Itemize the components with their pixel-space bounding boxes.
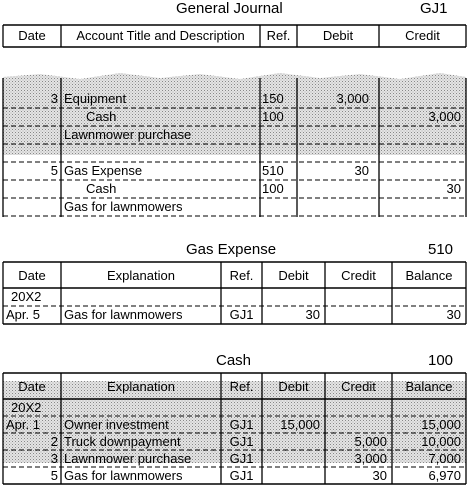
gas-date: 20X2 [11, 289, 42, 304]
cash-debit: 15,000 [280, 417, 320, 432]
cash-col-credit-header: Credit [341, 379, 376, 394]
cash-balance: 6,970 [428, 468, 461, 483]
cash-explanation: Owner investment [64, 417, 169, 432]
gas-explanation: Gas for lawnmowers [64, 307, 183, 322]
journal-ref: 510 [262, 163, 284, 178]
col-credit-header: Credit [405, 28, 440, 43]
journal-debit: 30 [354, 163, 369, 178]
cash-ref: GJ1 [229, 417, 254, 432]
gas-expense-title: Gas Expense [186, 241, 277, 258]
cash-date: 5 [50, 468, 58, 483]
col-date-header: Date [18, 28, 46, 43]
gas-date: Apr. 5 [6, 307, 40, 322]
journal-debit: 3,000 [336, 91, 369, 106]
cash-date: Apr. 1 [6, 417, 40, 432]
gas-col-credit-header: Credit [341, 268, 376, 283]
cash-ref: GJ1 [229, 451, 254, 466]
gas-balance: 30 [446, 307, 461, 322]
cash-col-explanation-header: Explanation [107, 379, 175, 394]
cash-col-date-header: Date [18, 379, 46, 394]
gas-col-balance-header: Balance [405, 268, 453, 283]
gas-ref: GJ1 [229, 307, 254, 322]
cash-balance: 10,000 [421, 434, 461, 449]
cash-col-debit-header: Debit [278, 379, 309, 394]
journal-code: GJ1 [420, 0, 448, 17]
cash-ref: GJ1 [229, 434, 254, 449]
cash-explanation: Truck downpayment [64, 434, 181, 449]
journal-account: Lawnmower purchase [64, 127, 192, 142]
cash-col-ref-header: Ref. [229, 379, 254, 394]
journal-date: 3 [50, 91, 58, 106]
cash-credit: 30 [372, 468, 387, 483]
cash-credit: 5,000 [354, 434, 387, 449]
cash-explanation: Gas for lawnmowers [64, 468, 183, 483]
journal-account: Gas Expense [64, 163, 143, 178]
cash-number: 100 [428, 352, 454, 369]
gas-expense-number: 510 [428, 241, 454, 258]
gas-col-ref-header: Ref. [229, 268, 254, 283]
journal-ref: 100 [262, 109, 284, 124]
cash-title: Cash [216, 352, 252, 369]
journal-credit: 30 [446, 181, 461, 196]
journal-account: Gas for lawnmowers [64, 199, 183, 214]
journal-account: Equipment [64, 91, 127, 106]
gas-col-explanation-header: Explanation [107, 268, 175, 283]
journal-ref: 150 [262, 91, 284, 106]
col-debit-header: Debit [322, 28, 354, 43]
cash-date: 2 [50, 434, 58, 449]
journal-ref: 100 [262, 181, 284, 196]
cash-credit: 3,000 [354, 451, 387, 466]
cash-balance: 15,000 [421, 417, 461, 432]
journal-credit: 3,000 [428, 109, 461, 124]
journal-date: 5 [50, 163, 58, 178]
cash-ref: GJ1 [229, 468, 254, 483]
cash-explanation: Lawnmower purchase [64, 451, 192, 466]
journal-account: Cash [86, 109, 117, 124]
gas-col-date-header: Date [18, 268, 46, 283]
journal-title: General Journal [176, 0, 283, 17]
cash-balance: 7,000 [428, 451, 461, 466]
cash-date: 20X2 [11, 400, 42, 415]
gas-col-debit-header: Debit [278, 268, 309, 283]
col-account-header: Account Title and Description [76, 28, 245, 43]
col-ref-header: Ref. [266, 28, 291, 43]
cash-date: 3 [50, 451, 58, 466]
gas-debit: 30 [305, 307, 320, 322]
cash-col-balance-header: Balance [405, 379, 453, 394]
journal-account: Cash [86, 181, 117, 196]
